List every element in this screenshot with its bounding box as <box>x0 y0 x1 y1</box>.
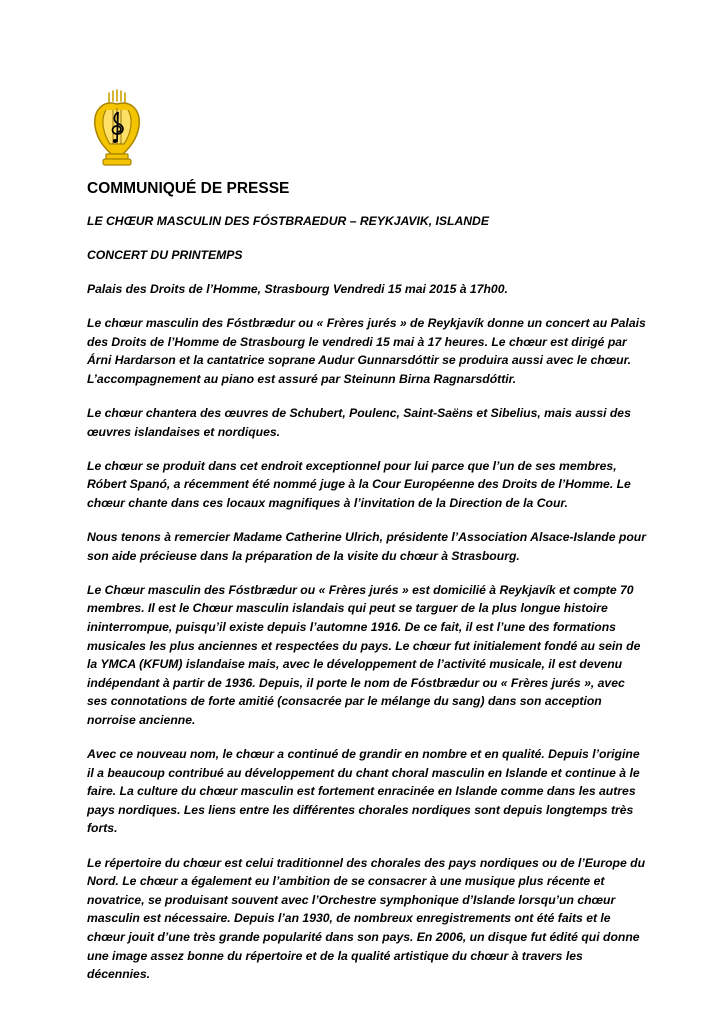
paragraph-program: Le chœur chantera des œuvres de Schubert, Poulenc, Saint-Saëns et Sibelius, mais aussi des œuvres islandaises et nordiques. <box>87 406 631 439</box>
paragraph-growth: Avec ce nouveau nom, le chœur a continué de grandir en nombre et en qualité. Depuis l’origine il a beaucoup contribué au développement du chant choral masculin en Islande et continue à le faire. La culture du chœur masculin est fortement enracinée en Islande comme dans les autres pays nordiques. Les liens entre les différentes chorales nordiques sont depuis longtemps très forts. <box>87 747 640 836</box>
paragraph-thanks: Nous tenons à remercier Madame Catherine Ulrich, présidente l’Association Alsace-Islande pour son aide précieuse dans la préparation de la visite du chœur à Strasbourg. <box>87 530 646 563</box>
paragraph-venue-reason: Le chœur se produit dans cet endroit exceptionnel pour lui parce que l’un de ses membres, Róbert Spanó, a récemment été nommé juge à la Cour Européenne des Droits de l’Homme. Le chœur chante dans ces locaux magnifiques à l’invitation de la Direction de la Cour. <box>87 458 631 511</box>
paragraph-repertoire: Le répertoire du chœur est celui traditionnel des chorales des pays nordiques ou de l’Europe du Nord. Le chœur a également eu l’ambition de se consacrer à une musique plus récente et novatrice, se produisant souvent avec l’Orchestre symphonique d’Islande lorsqu’un chœur masculin est nécessaire. Depuis l’an 1930, de nombreux enregistrements ont été faits et le chœur jouit d’une très grande popularité dans son pays. En 2006, un disque fut édité qui donne une image assez bonne du répertoire et de la qualité artistique du chœur à travers les décennies. <box>87 855 646 982</box>
event-venue-date: Palais des Droits de l’Homme, Strasbourg Vendredi 15 mai 2015 à 17h00. <box>87 282 508 297</box>
page-title: COMMUNIQUÉ DE PRESSE <box>87 180 290 197</box>
subtitle-choir: LE CHŒUR MASCULIN DES FÓSTBRAEDUR – REYKJAVIK, ISLANDE <box>87 214 489 228</box>
subtitle-concert: CONCERT DU PRINTEMPS <box>87 248 243 263</box>
lyre-logo-icon <box>89 88 145 168</box>
document-body <box>87 212 647 999</box>
paragraph-intro: Le chœur masculin des Fóstbrædur ou « Frères jurés » de Reykjavík donne un concert au Palais des Droits de l’Homme de Strasbourg le vendredi 15 mai à 17 heures. Le chœur est dirigé par Árni Hardarson et la cantatrice soprane Audur Gunnarsdóttir se produira aussi avec le chœur. L’accompagnement au piano est assuré par Steinunn Birna Ragnarsdóttir. <box>87 316 646 387</box>
paragraph-history: Le Chœur masculin des Fóstbrædur ou « Frères jurés » est domicilié à Reykjavík et compte 70 membres. Il est le Chœur masculin islandais qui peut se targuer de la plus longue histoire ininterrompue, puisqu’il existe depuis l’automne 1916. De ce fait, il est l’une des formations musicales les plus anciennes et respectées du pays. Le chœur fut initialement fondé au sein de la YMCA (KFUM) islandaise mais, avec le développement de l’activité musicale, il est devenu indépendant à partir de 1936. Depuis, il porte le nom de Fóstbrædur ou « Frères jurés », avec ses connotations de forte amitié (consacrée par le mélange du sang) dans son acception norroise ancienne. <box>87 582 641 727</box>
